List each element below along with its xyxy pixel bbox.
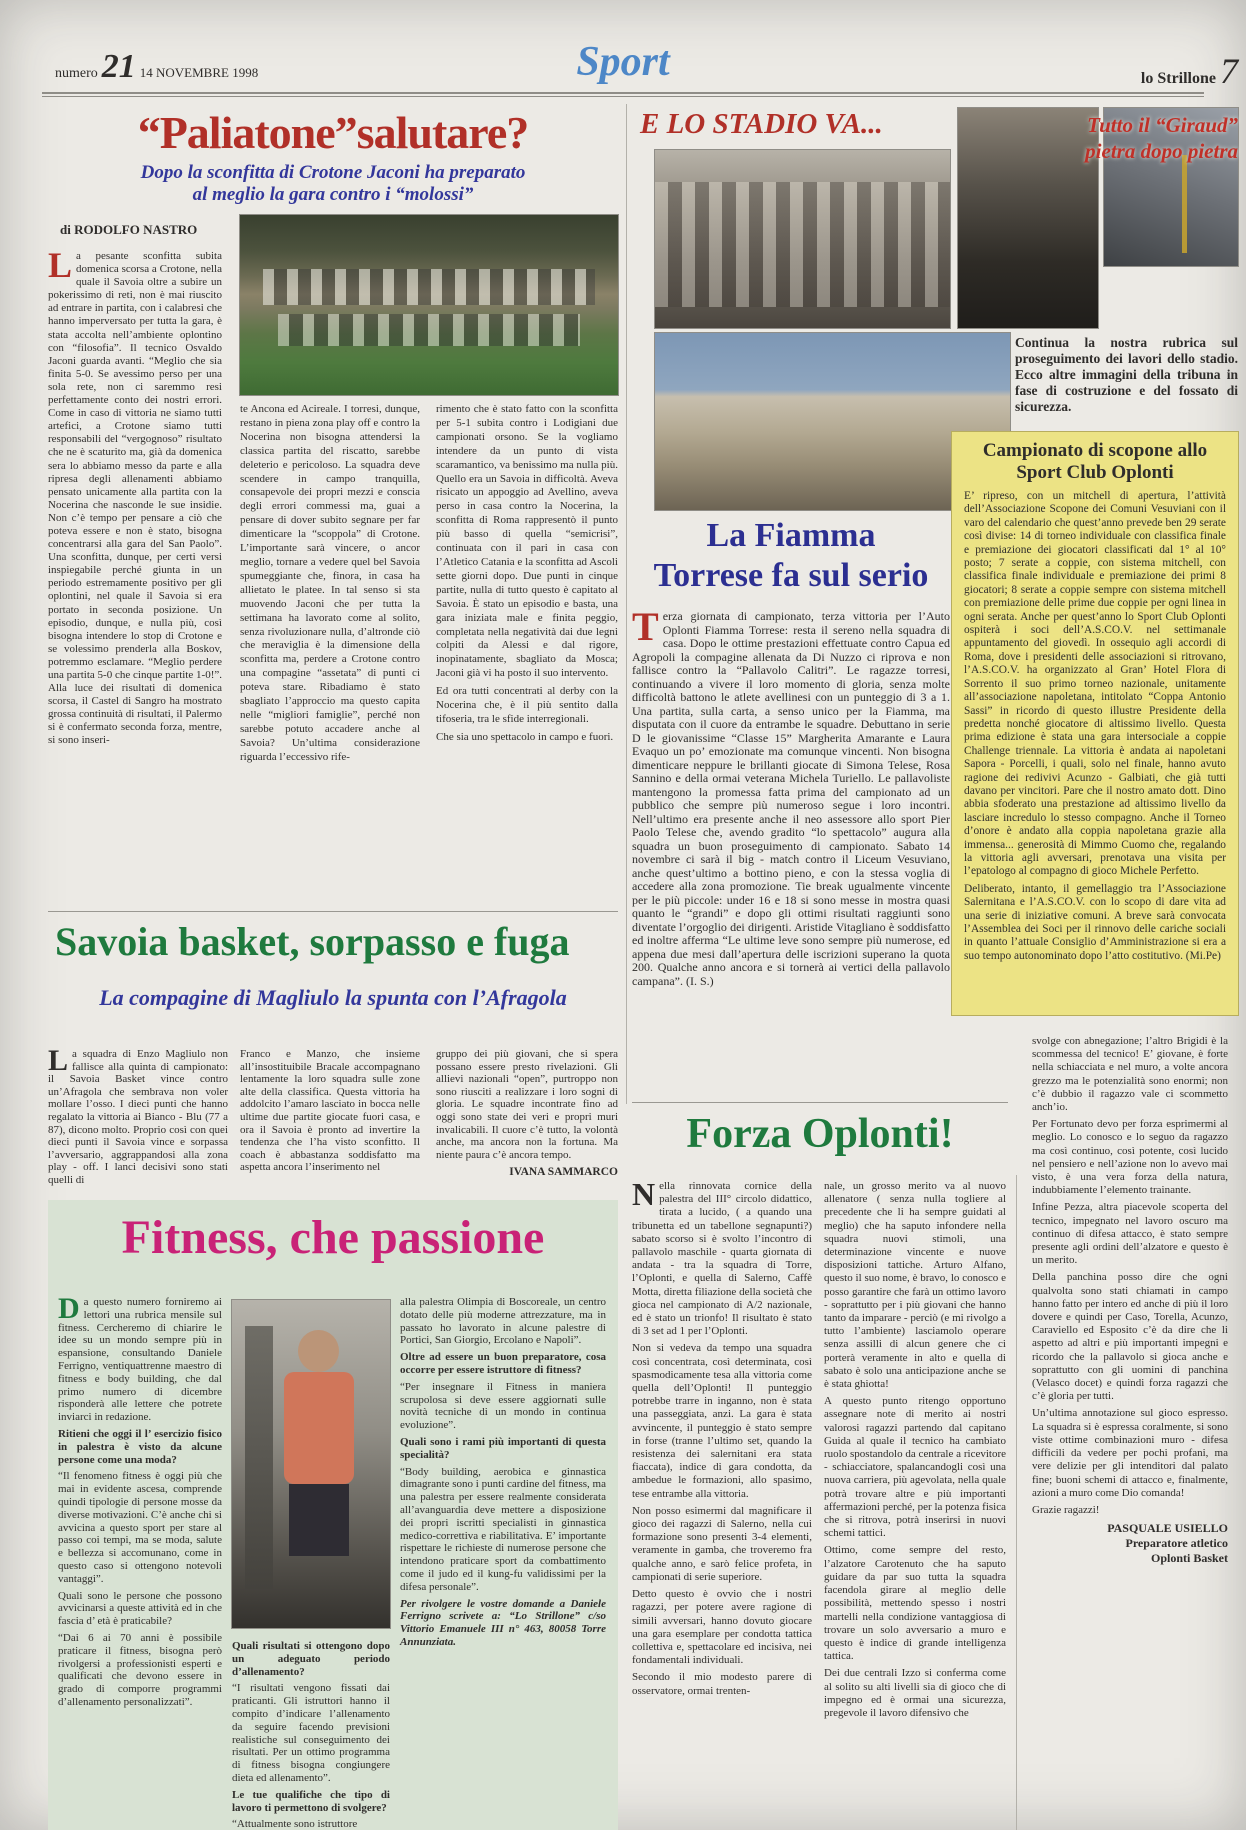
scopone-title: Campionato di scopone allo Sport Club Oplonti [982,440,1208,483]
fitness-col2: Quali risultati si ottengono dopo un adeguato periodo d’allenamento? “I risultati vengono fissati dai praticanti. Gli istruttori hanno il compito d’indicare l’allenamento da seguire facendo previsioni realistiche sul conseguimento dei risultati. Per un ottimo programma di fitness bisogna congiungere dieta ed allenamento”. Le tue qualifiche che tipo di lavoro ti permettono di svolgere? “Attualmente sono istruttore [232,1640,390,1830]
header-rule [42,92,1204,97]
drop-cap: N [632,1176,656,1212]
paliatone-col1: La pesante sconfitta subita domenica scorsa a Crotone, nella quale il Savoia oltre a subire un pokerissimo di reti, non è mai riuscito ad entrare in partita, con i calabresi che hanno imperversato per tutta la gara, è stata accolta nell’ambiente oplontino con “filosofia”. Il tecnico Osvaldo Jaconi guarda avanti. “Meglio che sia finita 5-0. Se avessimo perso per una sola rete, non ci saremmo resi perfettamente conto dei nostri errori. Come in caso di vittoria ne siamo tutti artefici, a Crotone siamo tutti responsabili del “vergognoso” risultato che ne è scaturito ma, già da domenica sera lo abbiamo messo da parte e alla ripresa degli allenamenti abbiamo pensato unicamente alla partita con la Nocerina che nasconde le sue insidie. Non c’è tempo per pensare a ciò che poteva essere e non è stato, bisogna concentrarsi alla gara del San Paolo”. Una sconfitta, dunque, per certi versi inspiegabile perché giunta in un periodo estremamente positivo per gli oplontini, nel quale il Savoia si era portato in seconda posizione. Un episodio, dunque, e nulla più, così bisogna intendere lo stop di Crotone e se volessimo prenderla alla Boskov, potremmo esclamare. “Meglio perdere una partita 5-0 che cinque partite 1-0!”. Alla luce dei risultati di domenica scorsa, il Castel di Sangro ha mostrato grossa continuità di risultati, il Palermo si è confermato seconda forza, mentre, si sono inseri- [48,245,222,747]
paliatone-headline: “Paliatone”salutare? [137,107,529,158]
fiamma-headline: La Fiamma Torrese fa sul serio [653,517,929,594]
forza-signature [1032,1521,1228,1566]
page-number: 7 [1220,51,1238,91]
fitness-photo-shorts [289,1484,349,1556]
fitness-col1: Da questo numero forniremo ai lettori una rubrica mensile sul fitness. Cercheremo di chiarire le idee su un mondo sempre più in espansione, consultando Daniele Ferrigno, ventiquattrenne maestro di fitness e body building, che dal primo numero di dicembre risponderà alle lettere che potrete inviarci in redazione. Ritieni che oggi il l’ esercizio fisico in palestra è visto da alcune persone come una moda? “Il fenomeno fitness è oggi più che mai in evidente ascesa, comprende quindi tipologie di persone mosse da diverse motivazioni. C’è anche chi si avvicina a questo sport per stare al passo coi tempi, ma se moda, salute e bellezza si accomunano, come in questo caso si ottengono notevoli vantaggi”. Quali sono le persone che possono avvicinarsi a queste attività ed in che fascia d’ età è praticabile? “Dai 6 ai 70 anni è possibile praticare il fitness, bisogna però rivolgersi a professionisti esperti e qualificati che devono essere in grado di comporre programmi d’allenamento personalizzati”. [58,1292,222,1708]
paliatone-byline: di RODOLFO NASTRO [60,222,198,237]
header-left [55,48,375,86]
savoia-col2: Franco e Manzo, che insieme all’insostituibile Bracale accompagnano lentamente la loro squadra sulle zone alte della classifica. Questa vittoria ha addolcito l’amaro lasciato in bocca nelle ultime due partite giocate fuori casa, e ora il Savoia è pronto ad invertire la tendenza che l’ha visto sconfitto. Il coach è abbastanza soddisfatto ma aspetta ancora l’inserimento nel [240,1048,420,1174]
drop-cap: D [58,1292,80,1325]
stadio-headline: E LO STADIO VA... [640,108,883,140]
fitness-photo-shirt [284,1372,354,1484]
signature-role: Preparatore atletico [1125,1536,1228,1551]
fitness-col3: alla palestra Olimpia di Boscoreale, un centro dotato delle più moderne attrezzature, ma in passato ho lavorato in alcune palestre di Portici, San Giorgio, Ercolano e Napoli”. Oltre ad essere un buon preparatore, cosa occorre per essere istruttore di fitness? “Per insegnare il Fitness in maniera scrupolosa si deve essere aggiornati sulle novità tecniche di un mondo in continua evoluzione”. Quali sono i rami più importanti di questa specialità? “Body building, aerobica e ginnastica dimagrante sono i punti cardine del fitness, ma una palestra per essere realmente considerata all’avanguardia deve mettere a disposizione dei propri iscritti specialisti in ginnastica medico-correttiva e riabilitativa. E’ importante rispettare le richieste di numerose persone che intendono praticare sport da combattimento come il judo ed il kung-fu validissimi per la difesa personale”. Per rivolgere le vostre domande a Daniele Ferrigno scrivete a: “Lo Strillone” c/so Vittorio Emanuele III n° 463, 80058 Torre Annunziata. [400,1296,606,1648]
masthead: lo Strillone [1140,70,1216,87]
paliatone-col3: rimento che è stato fatto con la sconfitta per 5-1 subita contro i Lodigiani due campionati orsono. Se la vogliamo intendere da un punto di vista scaramantico, va benissimo ma nulla più. Quello era un Savoia in difficoltà. Aveva risicato un appoggio ad Avellino, aveva perso in casa contro la Nocerina, la sconfitta di Roma rappresentò il punto più basso di quella “semicrisi”, continuata con il pari in casa con l’Atletico Catania e la sconfitta ad Ascoli sette giorni dopo. Due punti in cinque partite, nulla di tutto questo è capitato al Savoia. È stato un episodio e basta, una gara iniziata male e finita peggio, completata nella negatività dai due legni colpiti da Alessi e dal rigore, inopinatamente, sbagliato da Mosca; Jaconi già vi ha posto il suo intervento. Ed ora tutti concentrati al derby con la Nocerina che, è il più sentito dalla tifoseria, tra le sfide interregionali. Che sia uno spettacolo in campo e fuori. [436,403,618,743]
paliatone-col2: te Ancona ed Acireale. I torresi, dunque, restano in piena zona play off e contro la Nocerina non bisogna attendersi la classica partita del riscatto, sarebbe deleterio e pericoloso. La squadra deve scendere in campo tranquilla, consapevole dei propri mezzi e conscia degli errori commessi ma, guai a pensare di dover subito segnare per far dimenticare la “scoppola” di Crotone. L’importante sarà vincere, o ancor meglio, tornare a vedere quel bel Savoia spumeggiante che, finora, in casa ha allietato le platee. In tal senso si sta muovendo Jaconi che per tutta la settimana ha lavorato come al solito, senza rivoluzionare nulla, d’altronde ciò che meraviglia è la dimensione della sconfitta ma, perdere a Crotone contro una compagine “assetata” di punti ci poteva stare. Ribadiamo è stato sbagliato l’approccio ma questo capita nelle “migliori famiglie”, perché non sarebbe potuto accadere anche al Savoia? Un’ultima considerazione riguarda l’eccessivo rife- [240,403,420,763]
drop-cap: L [48,245,73,285]
divider-left-center [626,104,627,1104]
savoia-subtitle: La compagine di Magliulo la spunta con l’Afragola [99,985,567,1010]
forza-col2: nale, un grosso merito va al nuovo allenatore ( senza nulla togliere al precedente che li ha sempre guidati al meglio) che ha saputo infondere nella squadra nuovi stimoli, una determinazione vincente e nuove disposizioni tattiche. Arturo Alfano, questo il suo nome, è bravo, lo conosco e posso garantire che farà un ottimo lavoro - soprattutto per i più giovani che hanno tanto da imparare - perciò (e mi rivolgo a tutto l’ambiente) lasciamolo operare senza assilli di alcun genere che ci porterà veramente in alto e quella di sabato è solo una anticipazione anche se è stata ghiotta! A questo punto ritengo opportuno assegnare note di merito ai nostri valorosi ragazzi partendo dal capitano Guida al quale il tecnico ha cambiato ruolo spostandolo da centrale a ricevitore - schiacciatore, spalancandogli così una nuova carriera, più agevolata, nella quale potrà trovare altre e più importanti affermazioni perché, per la potenza fisica che si ritrova, potrà inserirsi in nuovi schemi tattici. Ottimo, come sempre del resto, l’alzatore Carotenuto che ha saputo guidare da par suo tutta la squadra facendola girare al meglio delle possibilità, mettendo spesso i nostri martelli nella condizione vantaggiosa di trovare un solo avversario a muro e questo è indice di grande intelligenza tattica. Dei due centrali Izzo si conferma come al solito su alti livelli sia di gioco che di impegno ed è ormai una sicurezza, pregevole il lavoro difensivo che [824,1180,1006,1719]
fitness-photo-machine [245,1326,273,1588]
giraud-overlay: Tutto il “Giraud” pietra dopo pietra [1085,113,1238,163]
savoia-headline: Savoia basket, sorpasso e fuga [55,919,570,964]
team-photo [240,215,618,395]
scopone-box [952,432,1238,1015]
forza-col1: Nella rinnovata cornice della palestra del III° circolo didattico, tirata a lucido, ( a quando una tribunetta ed un tabellone segnapunti?) sabato scorso si è svolto l’incontro di pallavolo maschile - quarta giornata di andata - tra la squadra di Torre, l’Oplonti, e quella di Salerno, Caffè Motta, diretta filiazione della società che gioca nel campionato di A/2 nazionale, ed è stato un trionfo! Il risultato è stato di 3 set ad 1 per l’Oplonti. Non si vedeva da tempo una squadra così concentrata, così determinata, così spasmodicamente tesa alla vittoria come quella dell’Oplonti! Il punteggio potrebbe trarre in inganno, non è stata una passeggiata, anzi. La gara è stata avvincente, il punteggio è stato sempre in forse (tranne l’ultimo set, quando la resistenza dei salernitani era stata fiaccata), indice di gara condotta, da ambedue le formazioni, allo spasimo, tese entrambe alla vittoria. Non posso esimermi dal magnificare il gioco dei ragazzi di Salerno, nella cui formazione sono presenti 3-4 elementi, veramente in gamba, che troveremo fra qualche anno, e sarò felice profeta, in campionati di serie superiore. Detto questo è ovvio che i nostri ragazzi, per potere avere ragione di simili avversari, hanno dovuto giocare una gara esemplare per condotta tattica collettiva e, spettacolare ed incisiva, nei fondamentali individuali. Secondo il mio modesto parere di osservatore, ormai trenten- [632,1176,812,1697]
drop-cap: L [48,1044,69,1077]
forza-col3: svolge con abnegazione; l’altro Brigidi è la scommessa del tecnico! E’ giovane, è forte nella schiacciata e nel muro, a volte ancora grezzo ma le potenzialità sono enormi; non c’è dubbio il ragazzo vale ci scommetto anch’io. Per Fortunato devo per forza esprimermi al meglio. Lo conosco e lo seguo da ragazzo ma così continuo, così potente, così lucido nel pensiero e nell’azione non lo avevo mai visto, è una vera forza della natura, indubbiamente l’elemento trainante. Infine Pezza, altra piacevole scoperta del tecnico, impegnato nel lavoro oscuro ma continuo di difesa attacco, è stato sempre presente agli ordini dell’alzatore e questo è un merito. Della panchina posso dire che ogni qualvolta sono stati chiamati in campo hanno fatto per intero ed anche di più il loro dovere e quindi per Caso, Torella, Acunzo, Caraviello ed Esposito c’è da dire che li aspetto ad altri e più importanti impegni e ricordo che la pallavolo si gioca anche e soprattutto con gli uomini di panchina (Velasco docet) e quindi forza ragazzi che c’è gloria per tutti. Un’ultima annotazione sul gioco espresso. La squadra si è espressa coralmente, si sono viste ottime combinazioni muro - difesa difficili da vedere per pochi profani, ma vere delizie per gli intenditori dal palato fine; buoni schemi di attacco e, finalmente, azioni a muro come Dio comanda! Grazie ragazzi! PASQUALE USIELLO Preparatore atletico Oplonti Basket [1032,1035,1228,1566]
issue-number: 21 [101,48,136,85]
forza-top-rule [632,1102,1008,1103]
section-title: Sport [576,39,670,85]
fitness-headline: Fitness, che passione [121,1211,545,1264]
issue-label: numero [55,66,98,81]
fitness-photo-head [298,1330,339,1373]
stadium-photo-tribuna [655,150,950,328]
issue-date: 14 NOVEMBRE 1998 [139,65,259,80]
drop-cap: T [632,604,659,649]
crane-arm [1182,155,1187,253]
signature-team: Oplonti Basket [1150,1551,1228,1566]
fitness-photo [232,1300,390,1628]
stadio-caption: Continua la nostra rubrica sul proseguimento dei lavori dello stadio. Ecco altre immagini della tribuna in fase di costruzione e del fossato di sicurezza. [1015,335,1238,414]
team-photo-front-row [278,314,580,346]
stadium-photo-pillars [655,182,950,307]
divider-forza [1016,1175,1017,1830]
team-photo-back-row [263,269,596,305]
header-right [1010,50,1238,92]
savoia-byline: IVANA SAMMARCO [509,1166,618,1179]
fiamma-body: Terza giornata di campionato, terza vittoria per l’Auto Oplonti Fiamma Torrese: resta il sereno nella squadra di casa. Dopo le ottime prestazioni effettuate contro Capua ed Agropoli la compagine allenata da Di Nuzzo ci riprova e non fallisce contro la “Pallavolo Calitri”. Le ragazze torresi, continuando a vivere il loro momento di gloria, senza molte difficoltà battono le atlete avellinesi con un punteggio di 3 a 1. Una partita, sulla carta, a senso unico per la Fiamma, ma disputata con il cuore da entrambe le squadre. Debuttano in serie D le giovanissime “Classe 15” Margherita Amarante e Laura Evaquo un po’ emozionate ma comunque vincenti. Non bisogna dimenticare neppure le brillanti giocate di Simona Telese, Rosa Sannino e della ormai veterana Michela Turiello. Le pallavoliste mantengono la promessa fatta prima del campionato ad un pubblico che sempre più numeroso segue i loro incontri. Nell’ultimo era presente anche il neo assessore allo sport Pier Paolo Telese che, avendo gradito “lo spettacolo” augura alla squadra un buon proseguimento di campionato. Sabato 14 novembre ci sarà il big - match contro il Liceum Vesuviano, anche quest’ultimo a bottino pieno, e con la stessa voglia di accedere alla zona promozione. Tie break ugualmente vincente per le più piccole: under 16 e 18 si sono messe in mostra quasi quanto le “grandi” e dopo gli ottimi risultati raggiunti sono diventate l’orgoglio dei dirigenti. Aristide Vitagliano è soddisfatto ed inoltre afferma “Le ultime leve sono sempre più numerose, ed appena due mesi dall’apertura delle iscrizioni superano la quota 200. Qualche anno ancora e si tornerà ai vertici della pallavolo campana”. (I. S.) [632,604,950,988]
scopone-body: E’ ripreso, con un mitchell di apertura, l’attività dell’Associazione Scopone dei Comuni Vesuviani con il varo del calendario che quest’anno prevede ben 29 serate così divise: 14 di torneo individuale con classifica finale e premiazione dei giocatori classificati dal 1° al 10° posto; 7 serate a coppie, con sistema mitchell, con classifica finale individuale e premiazione dei primi 8 giocatori; 8 serate a coppie sempre con sistema mitchell con premiazione delle prime due coppie per ogni linea in ogni serata. Anche per quest’anno lo Sport Club Oplonti ospiterà i soci dell’A.S.CO.V. nel settimanale appuntamento del giovedì. In ossequio agli accordi di Roma, dove i presidenti delle associazioni si ritrovano, l’A.S.CO.V. ha organizzato al Gran’ Hotel Flora di Sorrento il suo primo torneo nazionale, unitamente all’associazione napoletana, intitolato “Coppa Antonio Sassi” in ricordo di questo illustre Presidente della predetta nonché giocatore di altissimo livello. Questa prima edizione è stata una gara intersociale a coppie Challenge triennale. La vittoria è andata ai napoletani Sapora - Porcelli, i quali, solo nel finale, hanno avuto ragione dei redivivi Acunzo - Galbiati, che già tutti davano per vincitori. Pare che il nostro amato dott. Dino abbia sfoderato una prestazione ad altissimo livello da lasciare incredulo lo stesso compagno. Anche il Torneo d’onore è andato alla coppia napoletana grazie alla immensa... generosità di Mimmo Cuomo che, regalando la vittoria agli avversari, prenotava una visita per l’epatologo al compagno di gioco Michele Perfetto. Deliberato, intanto, il gemellaggio tra l’Associazione Salernitana e l’A.S.CO.V. con lo scopo di dare vita ad una serie di iniziative comuni. A breve sarà convocata l’Assemblea dei Soci per il rinnovo delle cariche sociali in quanto l’attuale Consiglio d’Amministrazione si era a suo tempo autonominato dopo l’atto costitutivo. (Mi.Pe) [964,490,1226,962]
forza-headline: Forza Oplonti! [686,1111,954,1157]
paliatone-subtitle: Dopo la sconfitta di Crotone Jaconi ha preparato al meglio la gara contro i “molossi” [140,162,526,205]
savoia-col3: gruppo dei più giovani, che si spera possano essere presto rivelazioni. Gli allievi nazionali “open”, purtroppo non sono riusciti a realizzare i loro sogni di gloria. Le squadre incontrate fino ad oggi sono state dei veri e propri muri invalicabili. Il cuore c’è tutto, la volontà anche, ma ancora non la fortuna. Ma niente paura c’è ancora tempo. IVANA SAMMARCO [436,1048,618,1179]
savoia-top-rule [48,911,618,912]
savoia-col1: La squadra di Enzo Magliulo non fallisce alla quinta di campionato: il Savoia Basket vince contro un’Afragola che sembrava non voler mollare l’osso. I dieci punti che hanno regalato la vittoria ai Bianco - Blu (77 a 87), dicono molto. Proprio così con quei dieci punti il Savoia vince e sorpassa l’avversario, aggrappandosi alla zona play - off. I lanci decisivi sono stati quelli di [48,1044,228,1186]
signature-name: PASQUALE USIELLO [1107,1521,1228,1536]
